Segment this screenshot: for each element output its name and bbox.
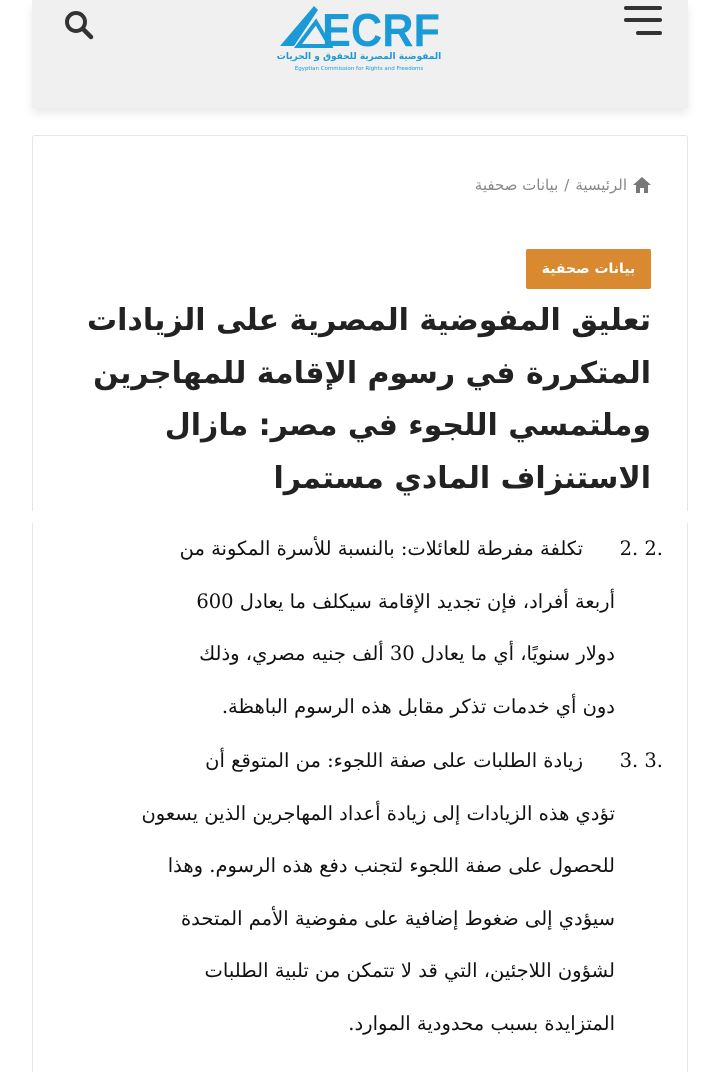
item-line: تكلفة مفرطة للعائلات: بالنسبة للأسرة المكونة من [179,537,583,560]
search-icon[interactable] [62,8,96,42]
category-badge[interactable]: بيانات صحفية [526,249,651,289]
divider [32,511,688,523]
item-line: دون أي خدمات تذكر مقابل هذه الرسوم الباهظة. [221,694,615,718]
breadcrumb-current: بيانات صحفية [474,176,559,194]
item-number: 3. 3. [619,749,663,772]
title-line: المتكررة في رسوم الإقامة للمهاجرين [93,355,651,391]
list-item [41,523,663,733]
logo-english-text: Egyptian Commission for Rights and Freedoms [294,66,424,72]
svg-text:ECRF: ECRF [322,4,440,50]
article-body [32,523,688,1072]
ecrf-logo[interactable] [278,0,442,50]
item-line: للحصول على صفة اللجوء لتجنب دفع هذه الرسوم. وهذا [167,854,615,877]
list-item [41,735,663,1050]
home-icon[interactable] [633,177,651,193]
title-line: وملتمسي اللجوء في مصر: مازال [164,408,651,443]
breadcrumb-separator: / [564,176,570,194]
title-line: تعليق المفوضية المصرية على الزيادات [87,303,651,338]
item-line: أربعة أفراد، فإن تجديد الإقامة سيكلف ما يعادل 600 [196,589,615,613]
item-line: سيؤدي إلى ضغوط إضافية على مفوضية الأمم المتحدة [180,906,615,930]
breadcrumb-home[interactable]: الرئيسية [575,176,627,194]
article-title [57,295,651,505]
breadcrumb [475,174,651,196]
item-line: دولار سنويًا، أي ما يعادل 30 ألف جنيه مصري، وذلك [199,642,615,665]
article-card [32,135,688,511]
hamburger-menu-icon[interactable] [622,4,662,36]
item-line: المتزايدة بسبب محدودية الموارد. [348,1011,615,1035]
item-line: لشؤون اللاجئين، التي قد لا تتمكن من تلبية الطلبات [204,959,615,982]
item-line: تؤدي هذه الزيادات إلى زيادة أعداد المهاجرين الذين يسعون [141,801,615,825]
title-line: الاستنزاف المادي مستمرا [273,460,651,496]
item-number: 2. 2. [619,537,663,560]
article-content [32,135,688,1072]
item-line: زيادة الطلبات على صفة اللجوء: من المتوقع أن [205,749,583,772]
logo-arabic-text: المفوضية المصرية للحقوق و الحريات [276,52,442,62]
